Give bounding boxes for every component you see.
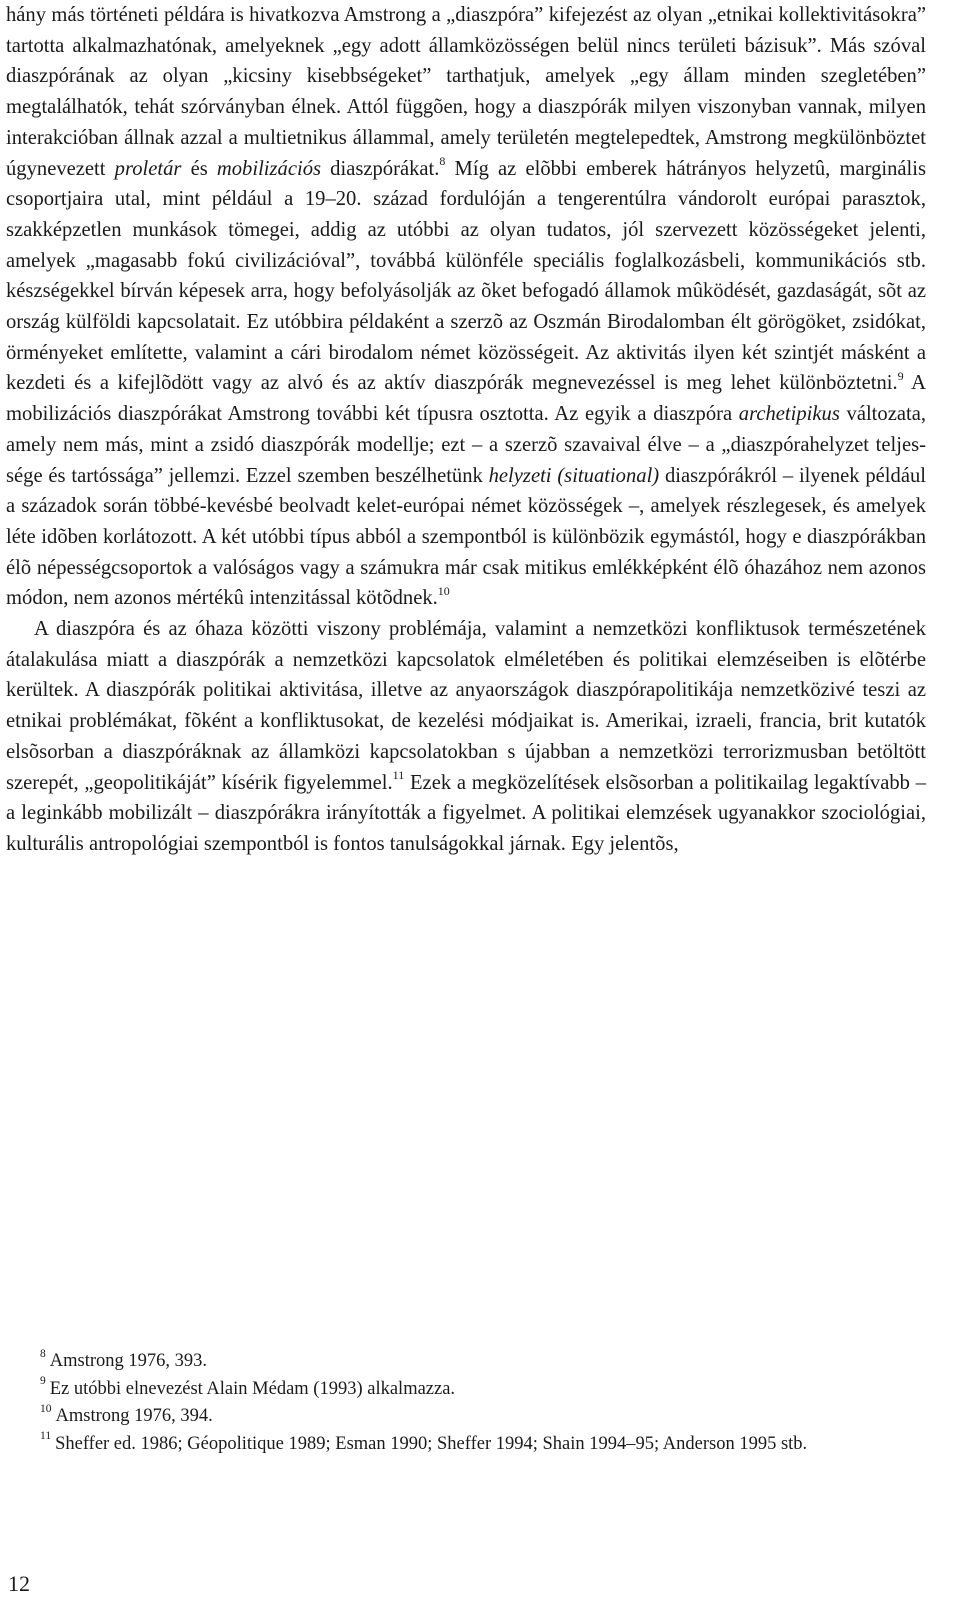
text-run: A mobilizációs diaszpórákat Amstrong további két típusra osztotta. Az egyik a diaszpóra (6, 372, 927, 426)
text-run: A diaszpóra és az óhaza közötti viszony problémája, valamint a nemzetközi konfliktusok természetének átalakulása miatt a diaszpórák a nemzetközi kapcsolatok elméletében és politikai elemzéseiben is elõtérbe kerültek. A diaszpórák politikai aktivitása, illetve az anyaországok diaszpórapolitikája nemzetközivé teszi az etnikai problémákat, fõként a konfliktusokat, de kezelési módjaikat is. Amerikai, izraeli, francia, brit kutatók elsõsorban a diaszpóráknak az államközi kapcsolatokban s újabban a nemzetközi terrorizmusban betöltött szerepét, „geopolitikáját” kísérik figyelemmel. (6, 618, 926, 794)
text-run: és (181, 157, 217, 180)
text-run: Ezek a megközelítések elsõsorban a politikailag legaktívabb – a leginkább mobilizált – diaszpórákra irányították a figyelmet. A politikai elemzések ugyanakkor szociológiai, kulturális antropológiai szempontból is fontos tanulságokkal járnak. Egy jelentõs, (6, 771, 926, 855)
footnote-ref: 9 (897, 368, 904, 383)
text-run: diaszpórákról – ilyenek például a századok során többé-kevésbé beolvadt kelet-európai német közösségek –, amelyek részlegesek, és amelyek léte idõben korlátozott. A két utóbbi típus abból a szempontból is különbözik egymástól, hogy e diaszpórákban élõ népességcsoportok a valóságos vagy a számukra már csak mitikus emlékképként élõ óhazához nem azonos módon, nem azonos mértékû intenzitással kötõdnek. (6, 464, 926, 610)
footnote-text: Sheffer ed. 1986; Géopolitique 1989; Esman 1990; Sheffer 1994; Shain 1994–95; Anderson 1995 stb. (55, 1433, 808, 1454)
footnote-text: Amstrong 1976, 393. (49, 1351, 207, 1371)
italic-term: proletár (114, 157, 182, 180)
text-run: Míg az elõbbi emberek hátrányos helyzetû, marginális csoportjaira utal, mint például a 19–20. század fordulóján a tengerentúlra vándorolt európai parasztok, szakképzetlen munkások tömegei, addig az utóbbi az olyan tudatos, jól szervezett közösségeket jelenti, amelyek „magasabb fokú civilizációval”, továbbá különféle speciális foglalkozásbeli, kommunikációs stb. készségekkel bírván képesek arra, hogy befolyásolják az õket befogadó államok mûködését, gazdaságát, sõt az ország külföldi kapcsolatait. Ez utóbbira példaként a szerzõ az Oszmán Birodalomban élt görögöket, zsidókat, örményeket említette, valamint a cári birodalom német közösségeit. Az aktivitás ilyen két szintjét másként a kezdeti és a kifejlõdött vagy az alvó és az aktív diaszpórák megnevezéssel is meg lehet különböztetni. (6, 157, 926, 395)
footnote-text: Amstrong 1976, 394. (55, 1406, 213, 1426)
footnote-number: 8 (40, 1347, 46, 1360)
footnote-ref: 10 (437, 583, 450, 598)
text-run: diaszpórákat. (321, 157, 440, 180)
page-number: 12 (8, 1571, 30, 1596)
paragraph (6, 0, 926, 614)
text-run: változata, amely nem más, mint a zsidó diaszpórák modellje; ezt – a szerzõ szavaival élve – a „diaszpórahelyzet teljessége és tartóssága” jellemzi. Ezzel szemben beszélhetünk (6, 403, 926, 487)
footnote-number: 9 (40, 1375, 46, 1388)
text-run: hány más történeti példára is hivatkozva Amstrong a „diaszpóra” kifejezést az olyan „etnikai kollektivitásokra” tartotta alkalmazhatónak, amelyeknek „egy adott államközösségen belül nincs területi bázisuk”. Más szóval diaszpórának az olyan „kicsiny kisebbségeket” tarthatjuk, amelyek „egy állam minden szegletében” megtalálhatók, tehát szórványban élnek. Attól függõen, hogy a diaszpórák milyen viszonyban vannak, milyen interakcióban állnak azzal a multietnikus állammal, amely területén megtelepedtek, Amstrong megkülönböztet úgynevezett (6, 4, 926, 180)
footnote-ref: 8 (439, 153, 446, 168)
footnote-text: Ez utóbbi elnevezést Alain Médam (1993) alkalmazza. (49, 1378, 456, 1399)
paragraph (6, 614, 926, 860)
footnote (6, 1403, 926, 1431)
footnote (6, 1376, 926, 1404)
footnote (6, 1431, 926, 1459)
italic-term: mobilizációs (216, 157, 322, 180)
footnotes (6, 1348, 926, 1458)
italic-term: archetipikus (738, 403, 840, 426)
footnote-number: 11 (40, 1430, 52, 1443)
footnote (6, 1348, 926, 1376)
footnote-ref: 11 (392, 767, 405, 782)
italic-term: helyzeti (situational) (488, 464, 660, 487)
main-text (6, 0, 926, 860)
footnote-number: 10 (40, 1402, 52, 1415)
